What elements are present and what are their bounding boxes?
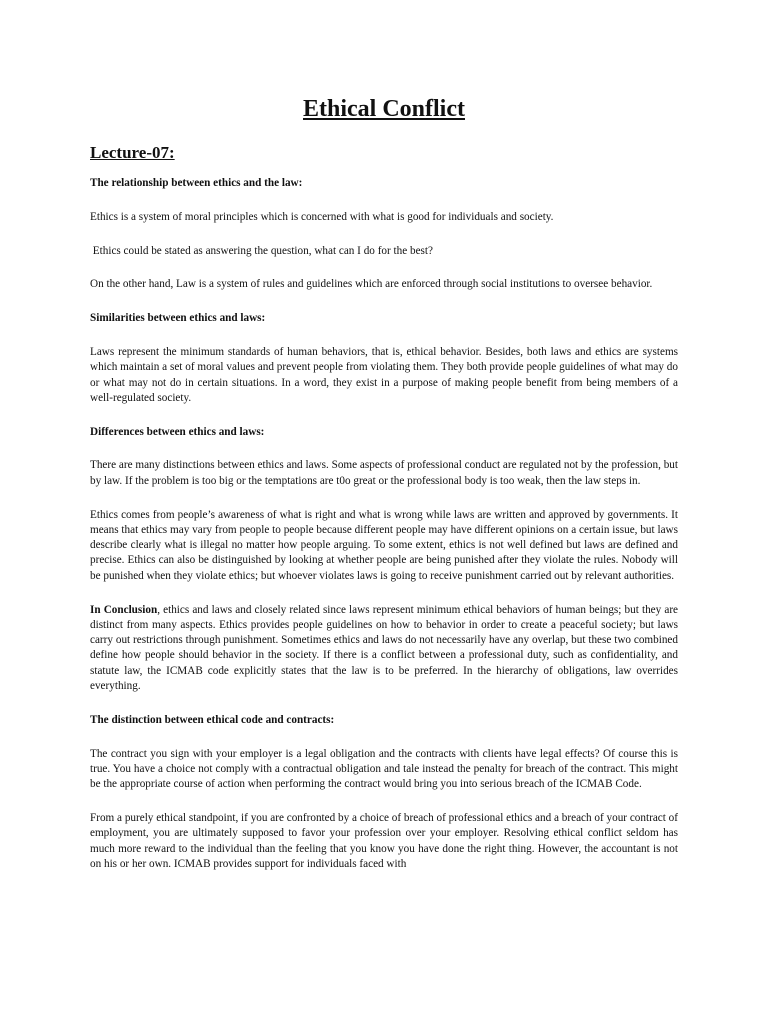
section-heading-similarities: Similarities between ethics and laws: bbox=[90, 312, 266, 325]
document-body bbox=[90, 176, 678, 891]
conclusion-label: In Conclusion bbox=[90, 603, 158, 616]
paragraph-similarities: Laws represent the minimum standards of human behaviors, that is, ethical behavior. Besides, both laws and ethics are systems which maintain a set of moral values and prevent people from violating them. They both provide people guidelines of what may do or what may not do in certain situations. In a word, they exist in a purpose of making people benefit from being members of a well-regulated society. bbox=[90, 345, 678, 404]
paragraph-ethics-system: Ethics is a system of moral principles which is concerned with what is good for individuals and society. bbox=[90, 210, 554, 223]
section-heading-relationship: The relationship between ethics and the law: bbox=[90, 177, 303, 189]
document-page bbox=[90, 0, 678, 1024]
document-title: Ethical Conflict bbox=[303, 96, 465, 122]
paragraph-differences-2: Ethics comes from people’s awareness of what is right and what is wrong while laws are written and approved by governments. It means that ethics may vary from people to people because different people may have different opinions on a certain issue, but laws describe clearly what is illegal no matter how people arguing. To some extent, ethics is not well defined but laws are defined and precise. Ethics can also be distinguished by looking at whether people are being punished after they violate the rules. Nobody will be punished when they violate ethics; but whoever violates laws is going to receive punishment carried out by relevant authorities. bbox=[90, 508, 678, 582]
paragraph-differences-1: There are many distinctions between ethics and laws. Some aspects of professional conduct are regulated not by the profession, but by law. If the problem is too big or the temptations are t0o great or the professional body is too weak, then the law steps in. bbox=[90, 459, 678, 487]
paragraph-contract: The contract you sign with your employer is a legal obligation and the contracts with clients have legal effects? Of course this is true. You have a choice not comply with a contractual obligation and tale instead the penalty for breach of the contract. This might be the appropriate course of action when performing the contract would bring you into serious breach of the ICMAB Code. bbox=[90, 747, 678, 791]
conclusion-text: , ethics and laws and closely related since laws represent minimum ethical behaviors of human beings; but they are distinct from many aspects. Ethics provides people guidelines on how to behavior in order to create a peaceful society; but laws carry out restrictions through punishment. Sometimes ethics and laws do not necessarily have any overlap, but these two combined define how people should behavior in the society. If there is a conflict between a professional duty, such as confidentiality, and statute law, the ICMAB code explicitly states that the law is to be preferred. In the hierarchy of obligations, law overrides everything. bbox=[90, 603, 678, 693]
paragraph-ethics-question: Ethics could be stated as answering the question, what can I do for the best? bbox=[90, 244, 433, 257]
paragraph-conclusion bbox=[90, 603, 678, 695]
section-heading-differences: Differences between ethics and laws: bbox=[90, 425, 265, 438]
section-heading-distinction: The distinction between ethical code and contracts: bbox=[90, 713, 335, 726]
paragraph-law-system: On the other hand, Law is a system of rules and guidelines which are enforced through social institutions to oversee behavior. bbox=[90, 278, 653, 291]
paragraph-ethical-standpoint: From a purely ethical standpoint, if you are confronted by a choice of breach of professional ethics and a breach of your contract of employment, you are ultimately supposed to favor your profession over your employer. Resolving ethical conflict seldom has much more reward to the individual than the feeling that you know you have done the right thing. However, the accountant is not on his or her own. ICMAB provides support for individuals faced with bbox=[90, 812, 678, 870]
lecture-heading: Lecture-07: bbox=[90, 143, 175, 162]
